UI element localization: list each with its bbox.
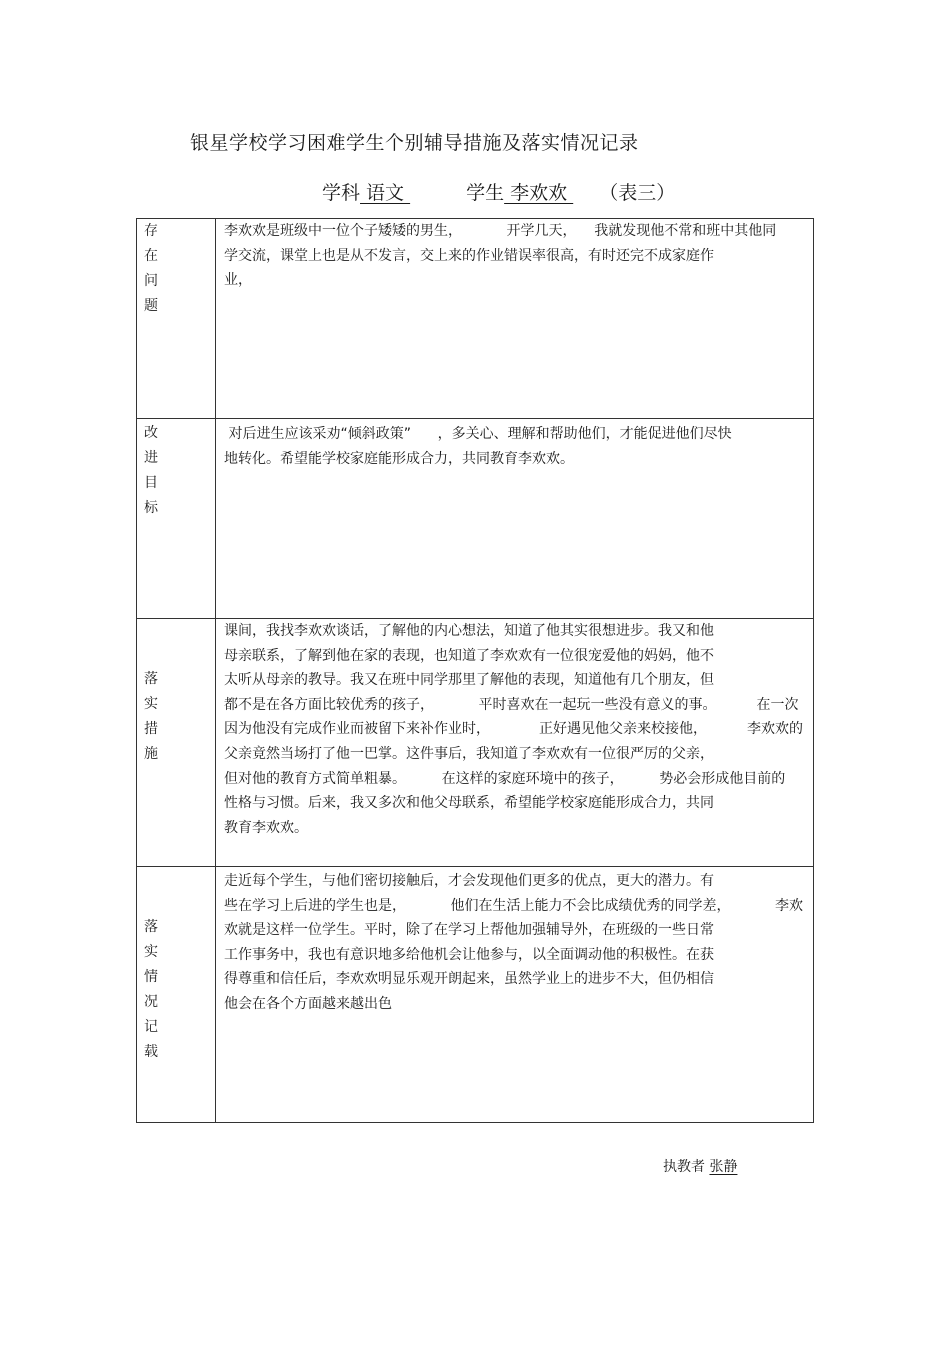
row-improvement-goals (137, 419, 814, 619)
executor-label: 执教者 (663, 1159, 705, 1175)
record-table (136, 218, 814, 1123)
label-char: 题 (144, 298, 158, 314)
row-measures (137, 619, 814, 867)
goals-text: 对后进生应该采劝“倾斜政策” ，多关心、理解和帮助他们，才能促进他们尽快 地转化。希望能学校家庭能形成合力，共同教育李欢欢。 (224, 426, 732, 467)
table-number: （表三） (599, 182, 676, 204)
label-char: 在 (144, 248, 158, 264)
executor-name: 张静 (709, 1159, 738, 1175)
label-char: 措 (144, 721, 158, 737)
label-char: 记 (144, 1019, 158, 1035)
record-text: 走近每个学生，与他们密切接触后，才会发现他们更多的优点，更大的潜力。有 些在学习上后进的学生也是， 他们在生活上能力不会比成绩优秀的同学差， 李欢 欢就是这样一位学生。平时，除了在学习上帮他加强辅导外，在班级的一些日常 工作事务中，我也有意识地多给他机会让他参与，以全面调动他的积极性。在获 得尊重和信任后，李欢欢明显乐观开朗起来，虽然学业上的进步不大，但仍相信 他会在各个方面越来越出色 (224, 873, 804, 1012)
row-label-cell (137, 867, 216, 1123)
document-title: 银星学校学习困难学生个别辅导措施及落实情况记录 (190, 132, 639, 154)
row-content-cell (216, 867, 814, 1123)
measures-text: 课间，我找李欢欢谈话，了解他的内心想法，知道了他其实很想进步。我又和他 母亲联系，了解到他在家的表现，也知道了李欢欢有一位很宠爱他的妈妈，他不 太听从母亲的教导。我又在班中同学那里了解他的表现，知道他有几个朋友，但 都不是在各方面比较优秀的孩子， 平时喜欢在一起玩一些没有意义的事。 在一次 因为他没有完成作业而被留下来补作业时， 正好遇见他父亲来校接他， 李欢欢的 父亲竟然当场打了他一巴掌。这件事后，我知道了李欢欢有一位很严厉的父亲， 但对他的教育方式简单粗暴。 在这样的家庭环境中的孩子， 势必会形成他目前的 性格与习惯。后来，我又多次和他父母联系，希望能学校家庭能形成合力，共同 教育李欢欢。 (224, 623, 804, 836)
row-label-cell (137, 219, 216, 419)
label-char: 存 (144, 223, 158, 239)
label-char: 载 (144, 1044, 158, 1060)
student-label: 学生 (466, 182, 505, 204)
label-char: 情 (144, 969, 158, 985)
row-content-cell (216, 619, 814, 867)
executor-signature (663, 1156, 737, 1176)
label-char: 落 (144, 919, 158, 935)
problems-text: 李欢欢是班级中一位个子矮矮的男生， 开学几天， 我就发现他不常和班中其他同 学交流，课堂上也是从不发言，交上来的作业错误率很高，有时还完不成家庭作 业， (224, 223, 777, 289)
row-label-cell (137, 419, 216, 619)
subject-value: 语文 (360, 182, 411, 204)
label-char: 实 (144, 944, 158, 960)
row-content-cell (216, 219, 814, 419)
label-char: 目 (144, 475, 158, 491)
subject-label: 学科 (322, 182, 361, 204)
student-value: 李欢欢 (504, 182, 574, 204)
row-implementation-record (137, 867, 814, 1123)
label-char: 改 (144, 425, 158, 441)
row-existing-problems (137, 219, 814, 419)
document-subtitle (322, 178, 675, 205)
label-char: 施 (144, 746, 158, 762)
label-char: 实 (144, 696, 158, 712)
label-char: 问 (144, 273, 158, 289)
label-char: 落 (144, 671, 158, 687)
label-char: 况 (144, 994, 158, 1010)
label-char: 进 (144, 450, 158, 466)
row-label-cell (137, 619, 216, 867)
row-content-cell (216, 419, 814, 619)
label-char: 标 (144, 500, 158, 516)
